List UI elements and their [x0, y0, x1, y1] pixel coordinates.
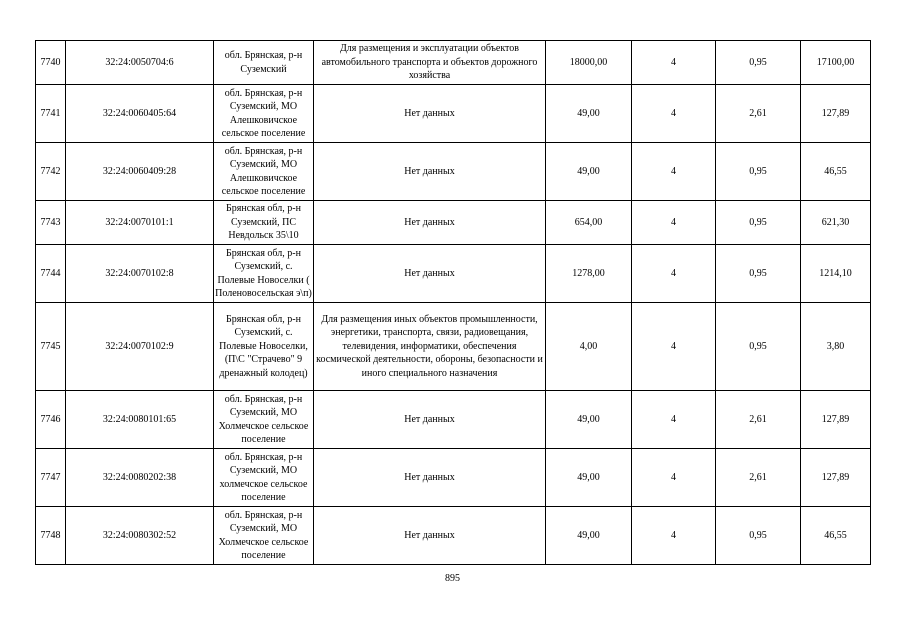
table-row [36, 41, 871, 85]
area-cell: 4,00 [546, 303, 632, 391]
usage-cell: Нет данных [314, 85, 546, 143]
usage-cell: Для размещения и эксплуатации объектов автомобильного транспорта и объектов дорожного хозяйства [314, 41, 546, 85]
usage-cell: Нет данных [314, 507, 546, 565]
address-cell: обл. Брянская, р-н Суземский, МО Алешковичское сельское поселение [214, 85, 314, 143]
area-cell: 654,00 [546, 201, 632, 245]
usage-cell: Нет данных [314, 143, 546, 201]
value-cell: 46,55 [801, 143, 871, 201]
value-cell: 46,55 [801, 507, 871, 565]
coefficient-cell: 2,61 [716, 85, 801, 143]
address-cell: Брянская обл, р-н Суземский, с. Полевые Новоселки, (П\С "Страчево" 9 дренажный колодец) [214, 303, 314, 391]
cadastral-number: 32:24:0070102:9 [66, 303, 214, 391]
area-cell: 18000,00 [546, 41, 632, 85]
coefficient-cell: 0,95 [716, 245, 801, 303]
value-cell: 127,89 [801, 85, 871, 143]
value-cell: 3,80 [801, 303, 871, 391]
group-cell: 4 [632, 201, 716, 245]
row-number: 7741 [36, 85, 66, 143]
cadastral-number: 32:24:0080101:65 [66, 391, 214, 449]
value-cell: 127,89 [801, 449, 871, 507]
group-cell: 4 [632, 391, 716, 449]
cadastral-number: 32:24:0070101:1 [66, 201, 214, 245]
usage-cell: Нет данных [314, 391, 546, 449]
coefficient-cell: 0,95 [716, 143, 801, 201]
cadastral-number: 32:24:0070102:8 [66, 245, 214, 303]
page-number: 895 [445, 573, 460, 584]
cadastral-number: 32:24:0060409:28 [66, 143, 214, 201]
cadastral-number: 32:24:0050704:6 [66, 41, 214, 85]
row-number: 7746 [36, 391, 66, 449]
usage-cell: Нет данных [314, 201, 546, 245]
group-cell: 4 [632, 303, 716, 391]
row-number: 7743 [36, 201, 66, 245]
table-row [36, 201, 871, 245]
address-cell: обл. Брянская, р-н Суземский, МО Алешковичское сельское поселение [214, 143, 314, 201]
cadastral-number: 32:24:0060405:64 [66, 85, 214, 143]
address-cell: обл. Брянская, р-н Суземский, МО Холмечское сельское поселение [214, 391, 314, 449]
address-cell: обл. Брянская, р-н Суземский, МО холмечское сельское поселение [214, 449, 314, 507]
value-cell: 127,89 [801, 391, 871, 449]
value-cell: 621,30 [801, 201, 871, 245]
group-cell: 4 [632, 449, 716, 507]
table-row [36, 449, 871, 507]
table-row [36, 391, 871, 449]
coefficient-cell: 2,61 [716, 449, 801, 507]
group-cell: 4 [632, 85, 716, 143]
value-cell: 17100,00 [801, 41, 871, 85]
address-cell: Брянская обл, р-н Суземский, с. Полевые Новоселки ( Поленовосельская э\п) [214, 245, 314, 303]
group-cell: 4 [632, 41, 716, 85]
table-row [36, 245, 871, 303]
usage-cell: Нет данных [314, 245, 546, 303]
table-row [36, 85, 871, 143]
row-number: 7745 [36, 303, 66, 391]
address-cell: Брянская обл, р-н Суземский, ПС Невдольск 35\10 [214, 201, 314, 245]
row-number: 7747 [36, 449, 66, 507]
group-cell: 4 [632, 143, 716, 201]
coefficient-cell: 0,95 [716, 41, 801, 85]
area-cell: 49,00 [546, 449, 632, 507]
address-cell: обл. Брянская, р-н Суземский, МО Холмечское сельское поселение [214, 507, 314, 565]
cadastral-table [35, 40, 871, 565]
cadastral-number: 32:24:0080202:38 [66, 449, 214, 507]
group-cell: 4 [632, 245, 716, 303]
table-row [36, 143, 871, 201]
cadastral-number: 32:24:0080302:52 [66, 507, 214, 565]
coefficient-cell: 2,61 [716, 391, 801, 449]
area-cell: 49,00 [546, 143, 632, 201]
area-cell: 49,00 [546, 85, 632, 143]
area-cell: 49,00 [546, 391, 632, 449]
area-cell: 49,00 [546, 507, 632, 565]
table-row [36, 507, 871, 565]
row-number: 7740 [36, 41, 66, 85]
table-row [36, 303, 871, 391]
coefficient-cell: 0,95 [716, 507, 801, 565]
row-number: 7742 [36, 143, 66, 201]
address-cell: обл. Брянская, р-н Суземский [214, 41, 314, 85]
area-cell: 1278,00 [546, 245, 632, 303]
value-cell: 1214,10 [801, 245, 871, 303]
row-number: 7744 [36, 245, 66, 303]
coefficient-cell: 0,95 [716, 303, 801, 391]
usage-cell: Нет данных [314, 449, 546, 507]
group-cell: 4 [632, 507, 716, 565]
coefficient-cell: 0,95 [716, 201, 801, 245]
usage-cell: Для размещения иных объектов промышленности, энергетики, транспорта, связи, радиовещания, телевидения, информатики, обеспечения космической деятельности, обороны, безопасности и иного специального назначения [314, 303, 546, 391]
row-number: 7748 [36, 507, 66, 565]
